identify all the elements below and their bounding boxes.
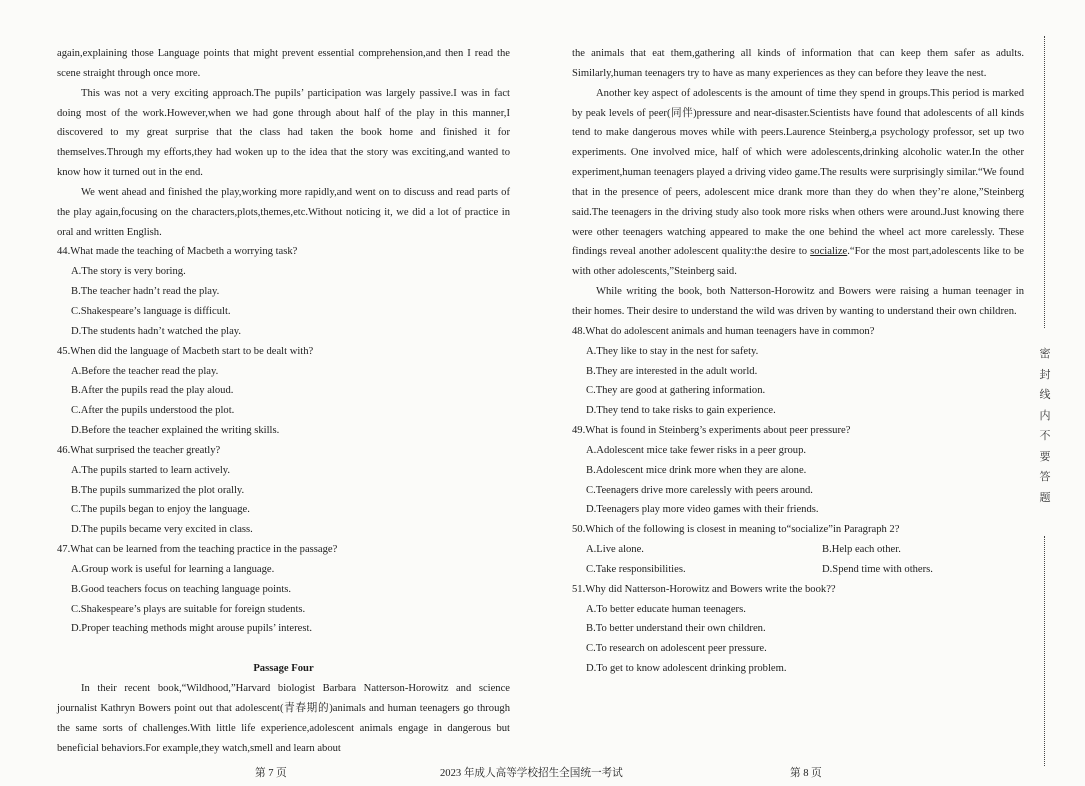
paragraph: While writing the book, both Natterson-Horowitz and Bowers were raising a human teenager in their homes. Their desire to understand the wild was driven by wanting to understand their own children. bbox=[572, 286, 1024, 317]
paragraph-text: .“For the most part,adolescents like to be with other adolescents,”Steinberg said. bbox=[572, 246, 1024, 278]
option: C.After the pupils understood the plot. bbox=[71, 405, 235, 417]
option: B.They are interested in the adult world. bbox=[586, 365, 758, 377]
option: A.Group work is useful for learning a language. bbox=[71, 563, 275, 575]
option: B.Help each other. bbox=[822, 544, 901, 556]
option: D.Spend time with others. bbox=[822, 563, 933, 575]
option-row bbox=[572, 540, 1024, 560]
seal-text: 密封线内不要答题 bbox=[1039, 347, 1051, 504]
option: B.The teacher hadn’t read the play. bbox=[71, 286, 220, 298]
question-stem: 45.When did the language of Macbeth start to be dealt with? bbox=[57, 345, 314, 357]
left-page-number: 第 7 页 bbox=[255, 768, 287, 779]
paragraph: In their recent book,“Wildhood,”Harvard biologist Barbara Natterson-Horowitz and science journalist Kathryn Bowers point out that adolescent(青春期的)animals and human teenagers go through the same sorts of challenges.With little life experience,adolescent animals engage in dangerous but beneficial behaviors.For example,they watch,smell and learn about bbox=[57, 683, 510, 754]
option: C.To research on adolescent peer pressure. bbox=[586, 643, 767, 655]
seal-line bbox=[1034, 36, 1056, 766]
question-50 bbox=[572, 520, 1024, 580]
option: D.The students hadn’t watched the play. bbox=[71, 325, 242, 337]
option: A.Live alone. bbox=[586, 544, 644, 556]
passage-title: Passage Four bbox=[253, 663, 314, 675]
option: A.Before the teacher read the play. bbox=[71, 365, 219, 377]
option: D.They tend to take risks to gain experience. bbox=[586, 405, 776, 417]
paragraph: the animals that eat them,gathering all kinds of information that can keep them safer as adults. Similarly,human teenagers try to have as many experiences as they can before they leave the nest. bbox=[572, 48, 1024, 79]
question-stem: 49.What is found in Steinberg’s experiments about peer pressure? bbox=[572, 425, 851, 437]
option: C.Shakespeare’s plays are suitable for foreign students. bbox=[71, 603, 306, 615]
question-stem: 48.What do adolescent animals and human teenagers have in common? bbox=[572, 325, 875, 337]
question-stem: 46.What surprised the teacher greatly? bbox=[57, 444, 221, 456]
question-48 bbox=[572, 322, 1024, 421]
option: C.The pupils began to enjoy the language. bbox=[71, 504, 250, 516]
question-46 bbox=[57, 441, 510, 540]
dotted-line bbox=[1044, 36, 1045, 328]
question-49 bbox=[572, 421, 1024, 520]
question-stem: 50.Which of the following is closest in meaning to“socialize”in Paragraph 2? bbox=[572, 524, 900, 536]
paragraph: again,explaining those Language points that might prevent essential comprehension,and then I read the scene straight through once more. bbox=[57, 48, 510, 79]
option: C.Shakespeare’s language is difficult. bbox=[71, 305, 231, 317]
option: A.They like to stay in the nest for safety. bbox=[586, 345, 759, 357]
paragraph: This was not a very exciting approach.The pupils’ participation was largely passive.I was in fact doing most of the work.However,when we had gone through about half of the play in this manner,I discovered to my great surprise that the class had taken the book home and finished it for themselves.Through my efforts,they had woken up to the idea that the story was exciting,and wanted to know how it turned out in the end. bbox=[57, 87, 510, 179]
option-row bbox=[572, 560, 1024, 580]
exam-title-footer: 2023 年成人高等学校招生全国统一考试 bbox=[440, 768, 623, 779]
option: B.After the pupils read the play aloud. bbox=[71, 385, 234, 397]
option: D.Before the teacher explained the writing skills. bbox=[71, 425, 280, 437]
underlined-word: socialize bbox=[810, 246, 848, 258]
option: A.The story is very boring. bbox=[71, 266, 186, 278]
question-stem: 51.Why did Natterson-Horowitz and Bowers write the book?? bbox=[572, 583, 836, 595]
option: C.Teenagers drive more carelessly with peers around. bbox=[586, 484, 813, 496]
right-column bbox=[572, 44, 1024, 679]
option: B.The pupils summarized the plot orally. bbox=[71, 484, 245, 496]
option: D.Teenagers play more video games with their friends. bbox=[586, 504, 819, 516]
option: A.The pupils started to learn actively. bbox=[71, 464, 231, 476]
question-44 bbox=[57, 242, 510, 341]
question-45 bbox=[57, 342, 510, 441]
option: C.They are good at gathering information. bbox=[586, 385, 766, 397]
question-stem: 44.What made the teaching of Macbeth a worrying task? bbox=[57, 246, 298, 258]
option: A.To better educate human teenagers. bbox=[586, 603, 746, 615]
paragraph bbox=[572, 84, 1024, 282]
question-47 bbox=[57, 540, 510, 639]
right-page-number: 第 8 页 bbox=[790, 768, 822, 779]
paragraph: We went ahead and finished the play,working more rapidly,and went on to discuss and read parts of the play again,focusing on the characters,plots,themes,etc.Without noticing it, we did a lot of practice in oral and written English. bbox=[57, 186, 510, 238]
option: D.To get to know adolescent drinking problem. bbox=[586, 663, 787, 675]
option: C.Take responsibilities. bbox=[586, 563, 686, 575]
paragraph-text: Another key aspect of adolescents is the amount of time they spend in groups.This period is marked by peak levels of peer(同伴)pressure and near-disaster.Scientists have found that adolescents of all kinds tend to make dangerous moves while with peers.Laurence Steinberg,a psychology professor, set up two experiments. One involved mice, half of which were adolescents,drinking alcoholic water.In the other experiment,human teenagers played a driving video game.The results were surprisingly similar.“We found that in the presence of peers, adolescent mice drank more than they do when they’re alone,”Steinberg said.The teenagers in the driving study also took more risks when others were around.Just knowing there were other teenagers watching appeared to make the one behind the wheel act more carelessly. These findings reveal another adolescent quality:the desire to bbox=[572, 87, 1024, 258]
option: B.Good teachers focus on teaching language points. bbox=[71, 583, 292, 595]
dotted-line bbox=[1044, 536, 1045, 766]
left-column bbox=[57, 44, 510, 759]
option: B.Adolescent mice drink more when they are alone. bbox=[586, 464, 807, 476]
option: D.Proper teaching methods might arouse pupils’ interest. bbox=[71, 623, 313, 635]
question-stem: 47.What can be learned from the teaching practice in the passage? bbox=[57, 544, 338, 556]
option: A.Adolescent mice take fewer risks in a peer group. bbox=[586, 444, 807, 456]
option: B.To better understand their own children. bbox=[586, 623, 766, 635]
question-51 bbox=[572, 580, 1024, 679]
option: D.The pupils became very excited in class. bbox=[71, 524, 253, 536]
